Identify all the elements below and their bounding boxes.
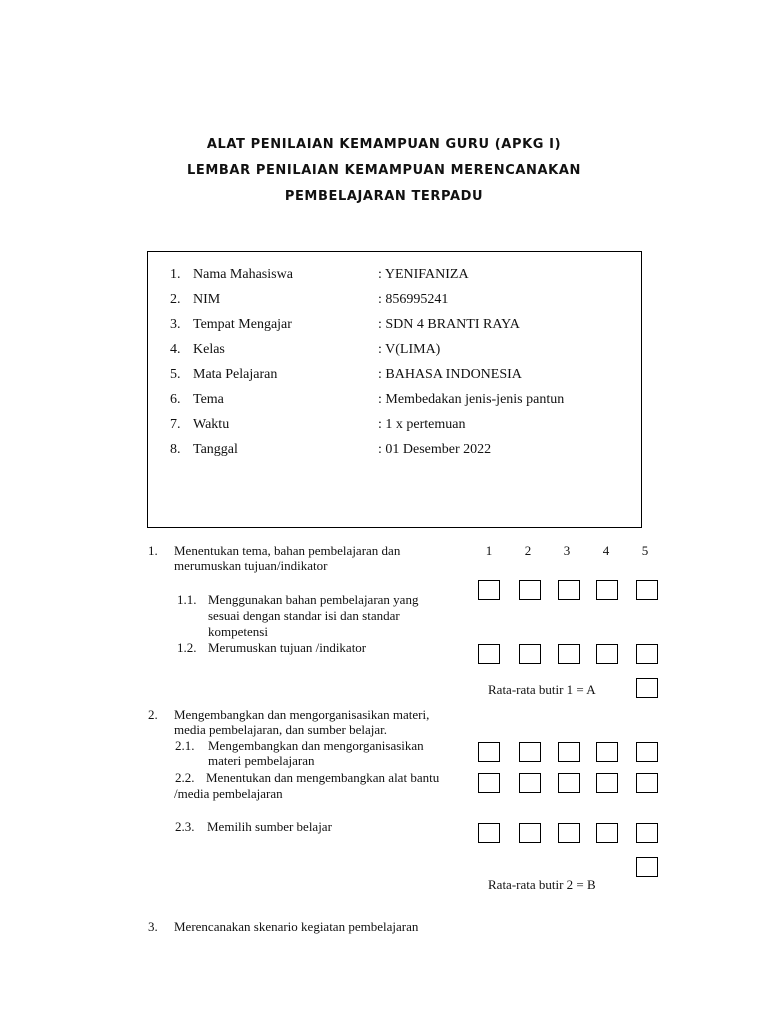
info-label: NIM: [193, 292, 221, 307]
section-1-heading-cont: merumuskan tujuan/indikator: [174, 558, 328, 573]
score-box-1-1-3[interactable]: [558, 580, 580, 600]
item-1-1-text-cont: sesuai dengan standar isi dan standar: [208, 608, 400, 623]
section-2-number: 2.: [148, 707, 158, 722]
info-value: : SDN 4 BRANTI RAYA: [378, 317, 520, 332]
info-number: 5.: [170, 367, 181, 382]
average-2-label: Rata-rata butir 2 = B: [488, 877, 596, 892]
info-number: 8.: [170, 442, 181, 457]
info-number: 3.: [170, 317, 181, 332]
score-box-2-3-2[interactable]: [519, 823, 541, 843]
info-number: 6.: [170, 392, 181, 407]
score-box-1-2-5[interactable]: [636, 644, 658, 664]
info-value: : 1 x pertemuan: [378, 417, 466, 432]
info-number: 4.: [170, 342, 181, 357]
scale-number-5: 5: [641, 543, 649, 558]
score-box-2-1-3[interactable]: [558, 742, 580, 762]
item-2-3-text: Memilih sumber belajar: [207, 819, 332, 834]
score-box-2-2-5[interactable]: [636, 773, 658, 793]
score-box-1-1-2[interactable]: [519, 580, 541, 600]
scale-number-2: 2: [524, 543, 532, 558]
section-2-heading-cont: media pembelajaran, dan sumber belajar.: [174, 722, 387, 737]
item-2-1-number: 2.1.: [175, 738, 195, 753]
info-value: : 856995241: [378, 292, 449, 307]
section-1-heading: Menentukan tema, bahan pembelajaran dan: [174, 543, 401, 558]
score-box-2-2-2[interactable]: [519, 773, 541, 793]
info-label: Tanggal: [193, 442, 238, 457]
scale-number-4: 4: [602, 543, 610, 558]
item-1-2-number: 1.2.: [177, 640, 197, 655]
section-3-number: 3.: [148, 919, 158, 934]
average-1-label: Rata-rata butir 1 = A: [488, 682, 596, 697]
score-box-2-2-4[interactable]: [596, 773, 618, 793]
document-title-line-2: LEMBAR PENILAIAN KEMAMPUAN MERENCANAKAN: [187, 163, 581, 178]
score-box-2-3-5[interactable]: [636, 823, 658, 843]
info-label: Tempat Mengajar: [193, 317, 292, 332]
scale-number-3: 3: [563, 543, 571, 558]
score-box-1-2-1[interactable]: [478, 644, 500, 664]
info-value: : V(LIMA): [378, 342, 441, 357]
item-2-2-text-cont: /media pembelajaran: [174, 786, 283, 801]
info-value: : YENIFANIZA: [378, 267, 469, 282]
info-label: Nama Mahasiswa: [193, 267, 293, 282]
score-box-2-1-5[interactable]: [636, 742, 658, 762]
score-box-1-2-3[interactable]: [558, 644, 580, 664]
info-number: 1.: [170, 267, 181, 282]
item-2-1-text: Mengembangkan dan mengorganisasikan: [208, 738, 424, 753]
score-box-2-3-1[interactable]: [478, 823, 500, 843]
identity-info-box: [147, 251, 642, 528]
score-box-2-3-4[interactable]: [596, 823, 618, 843]
item-1-2-text: Merumuskan tujuan /indikator: [208, 640, 367, 655]
score-box-2-1-1[interactable]: [478, 742, 500, 762]
score-box-2-1-2[interactable]: [519, 742, 541, 762]
info-label: Mata Pelajaran: [193, 367, 278, 382]
item-2-2-number: 2.2.: [175, 770, 195, 785]
info-value: : 01 Desember 2022: [378, 442, 492, 457]
section-2-heading: Mengembangkan dan mengorganisasikan materi,: [174, 707, 430, 722]
score-box-2-2-3[interactable]: [558, 773, 580, 793]
info-label: Tema: [193, 392, 224, 407]
item-1-1-number: 1.1.: [177, 592, 197, 607]
average-1-box[interactable]: [636, 678, 658, 698]
score-box-1-1-4[interactable]: [596, 580, 618, 600]
info-label: Waktu: [193, 417, 230, 432]
item-1-1-text: Menggunakan bahan pembelajaran yang: [208, 592, 419, 607]
score-box-1-2-2[interactable]: [519, 644, 541, 664]
info-number: 7.: [170, 417, 181, 432]
score-box-2-1-4[interactable]: [596, 742, 618, 762]
section-3-heading: Merencanakan skenario kegiatan pembelajaran: [174, 919, 419, 934]
document-title-line-1: ALAT PENILAIAN KEMAMPUAN GURU (APKG I): [206, 137, 562, 152]
item-1-1-text-cont2: kompetensi: [208, 624, 268, 639]
section-1-number: 1.: [148, 543, 158, 558]
item-2-3-number: 2.3.: [175, 819, 195, 834]
score-box-1-2-4[interactable]: [596, 644, 618, 664]
info-number: 2.: [170, 292, 181, 307]
info-value: : BAHASA INDONESIA: [378, 367, 522, 382]
scale-number-1: 1: [485, 543, 493, 558]
score-box-2-2-1[interactable]: [478, 773, 500, 793]
info-value: : Membedakan jenis-jenis pantun: [378, 392, 565, 407]
item-2-2-text: Menentukan dan mengembangkan alat bantu: [206, 770, 440, 785]
score-box-1-1-1[interactable]: [478, 580, 500, 600]
average-2-box[interactable]: [636, 857, 658, 877]
info-label: Kelas: [193, 342, 225, 357]
item-2-1-text-cont: materi pembelajaran: [208, 753, 315, 768]
score-box-1-1-5[interactable]: [636, 580, 658, 600]
document-title-line-3: PEMBELAJARAN TERPADU: [284, 189, 484, 204]
score-box-2-3-3[interactable]: [558, 823, 580, 843]
